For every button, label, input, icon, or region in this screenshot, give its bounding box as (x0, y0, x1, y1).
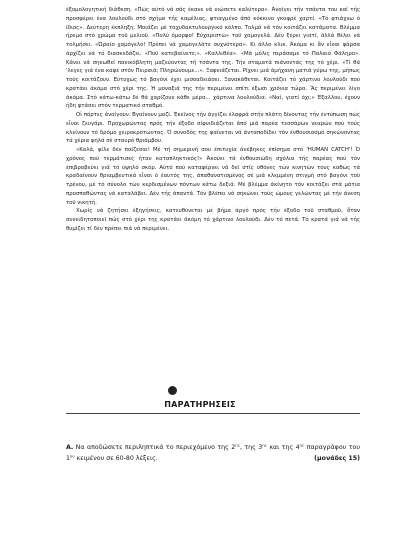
dot-mark (168, 386, 177, 395)
question-text-part: παραγράφου του 1 (66, 444, 361, 462)
question-text-part: και της 4 (266, 444, 300, 451)
ordinal-suffix: ης (299, 442, 305, 448)
paragraph-1: έξομολογητική διάθεση. «Πώς αύτό νά σάς έκανε νά νιώσετε καλύτερα». Άνοίγει τήν τσάντα του καί τής προσφέρει ένα λουλούδι στό σχήμα τής καμέλιας, φτιαγμένο άπό κόκκινο γκοφρέ χαρτί. «Τό φτιάχνω ό ίδιος». Δεύτερη έκπληξη. Μοιάζει μέ ταχυδακτυλουργικό κόλπο. Τολμά νά τόν κοιτάζει κατάματα. Βλέμμα ήρεμο στό χρώμα τοϋ μελιοϋ. «Πολύ όμορφο! Εύχαριστώ» τοϋ χαμογελά. Δέν ξέρει γιατί, άλλά θέλει νά τολμήσει. «Ώραίο χαμόγελο! Πρέπει νά χαμογελάτε συχνότερα». Κι άλλο κλικ. Άκόμα κι ἂν εἶναι φάρσα άρχίζει νά τό διασκεδάζει. «Ποϋ κατεβαίνετε;». «Καλλιθέα». «Μά μόλις περάσαμε τό Παλαιό Φάληρο». Κάνει νά σηκωθεί πανικόβλητη μαζεύοντας τή τσάντα της. Τήν σταματά πιάνοντάς της τό χέρι. «Τί θά 'λεγες γιά ένα καφέ στόν Πειραιά; Πληρώνουμε...». Ξαφνιάζεται. Ρίχνει μιά άμήχανη ματιά γύρω της, μήπως τούς κοιτάζουν. Εύτυχώς τό βαγόνι έχει μισοαδειάσει. Ξανακάθεται. Κοιτάζει τό χάρτινο λουλούδι πού κρατάει άκόμα στό χέρι της. Ή μοναξιά της τήν περιμένει σπίτι έξωσι χρόνια τώρα. Ἂς περιμένει λίγο άκόμα. Στό κάτω-κάτω δέ θά χαρίζουν κάθε μέρα... χάρτινα λουλούδια. «Ναί, γιατί όχι;» Έξαλλου, έχουν ήδη φτάσει στόν τερματικό σταθμό. (66, 7, 360, 110)
question-letter: Α. (66, 444, 74, 451)
paragraph-2: Οἱ πόρτες άνοίγουν. Βγαίνουν μαζί. Έκεῖνος τήν άγγίζει έλαφρά στήν πλάτη δίνοντας τήν έντύπωση πώς εἶναι ζευγάρι. Προχωρώντας πρός τήν έξοδο σίφνιδιάζεται άπό μιά παρέα τεσσάρων νεαρών πού τούς κλείνουν τό δρόμο χειροκροτώντας. Ό συνοδός της φαίνεται νά άνταποδίδει τόν ένθουσιασμό σηκώνοντας τά χέρια ψηλά σέ σταυρό θριάμβου. (66, 112, 360, 145)
ordinal-suffix: ης (235, 442, 240, 448)
story-text (66, 6, 360, 234)
question-text-part: Να αποδώσετε περιληπτικά το περιεχόμενο της 2 (73, 444, 236, 451)
question-text-part: , της 3 (239, 444, 263, 451)
question-a (66, 442, 360, 464)
section-divider (66, 413, 360, 414)
section-title: ΠΑΡΑΤΗΡΗΣΕΙΣ (164, 400, 236, 409)
question-text-part: κειμένου σε 60-80 λέξεις. (74, 455, 158, 462)
ordinal-suffix: ης (262, 442, 267, 448)
paragraph-4: Χωρίς νά ζητήσει έξηγήσεις, κατευθύνεται μέ βήμα άργό πρός τήν έξοδο τοϋ σταθμοϋ, ὅταν συνειδητοποιεῖ πώς στό χέρι της κρατάει άκόμη τό χάρτινο λουλούδι. Δέν τό πετά. Τό κρατά γιά νά τής θυμίζει τί δέν πρέπει πιά νά περιμένει. (66, 208, 360, 232)
question-marks: (μονάδες 15) (314, 455, 360, 462)
ordinal-suffix: ου (70, 453, 75, 459)
paragraph-3: «Καλά, φίλε δέν παίζεσαι! Μέ τή σημερινή σου έπιτυχία άνέβηκες έπίσημα στό 'HUMAN CATCH'! Ό χρόνος πού τερμάτισες ήταν καταπληκτικός!» Άκούει τά ένθουσιώδη σχόλια τής παρέας πού τόν έπιβραβεύει γιά τό ύψηλό σκόρ. Αύτό πού καταφέρνει νά δεῖ στίς οθόνες τών κινητών τους καθώς τά κραδαίνουν θριαμβευτικά εἶναι ό έαυτός της, άπαθανατισμένος σέ μιά κλεμμένη στιγμή στό βαγόνι τοϋ τρένου, μέ τό σύνολο τών κερδισμένων πόντων κάτω δεξιά. Μέ βλέμμα άκίνητο τόν κοιτάζει στά μάτια προσπαθώντας νά καταλάβει. Δέν τής άπαντά. Τόν βλέπει νά σηκώνει τούς ώμους γελώντας μέ τήν άνεση τοϋ νικητή. (66, 147, 360, 206)
